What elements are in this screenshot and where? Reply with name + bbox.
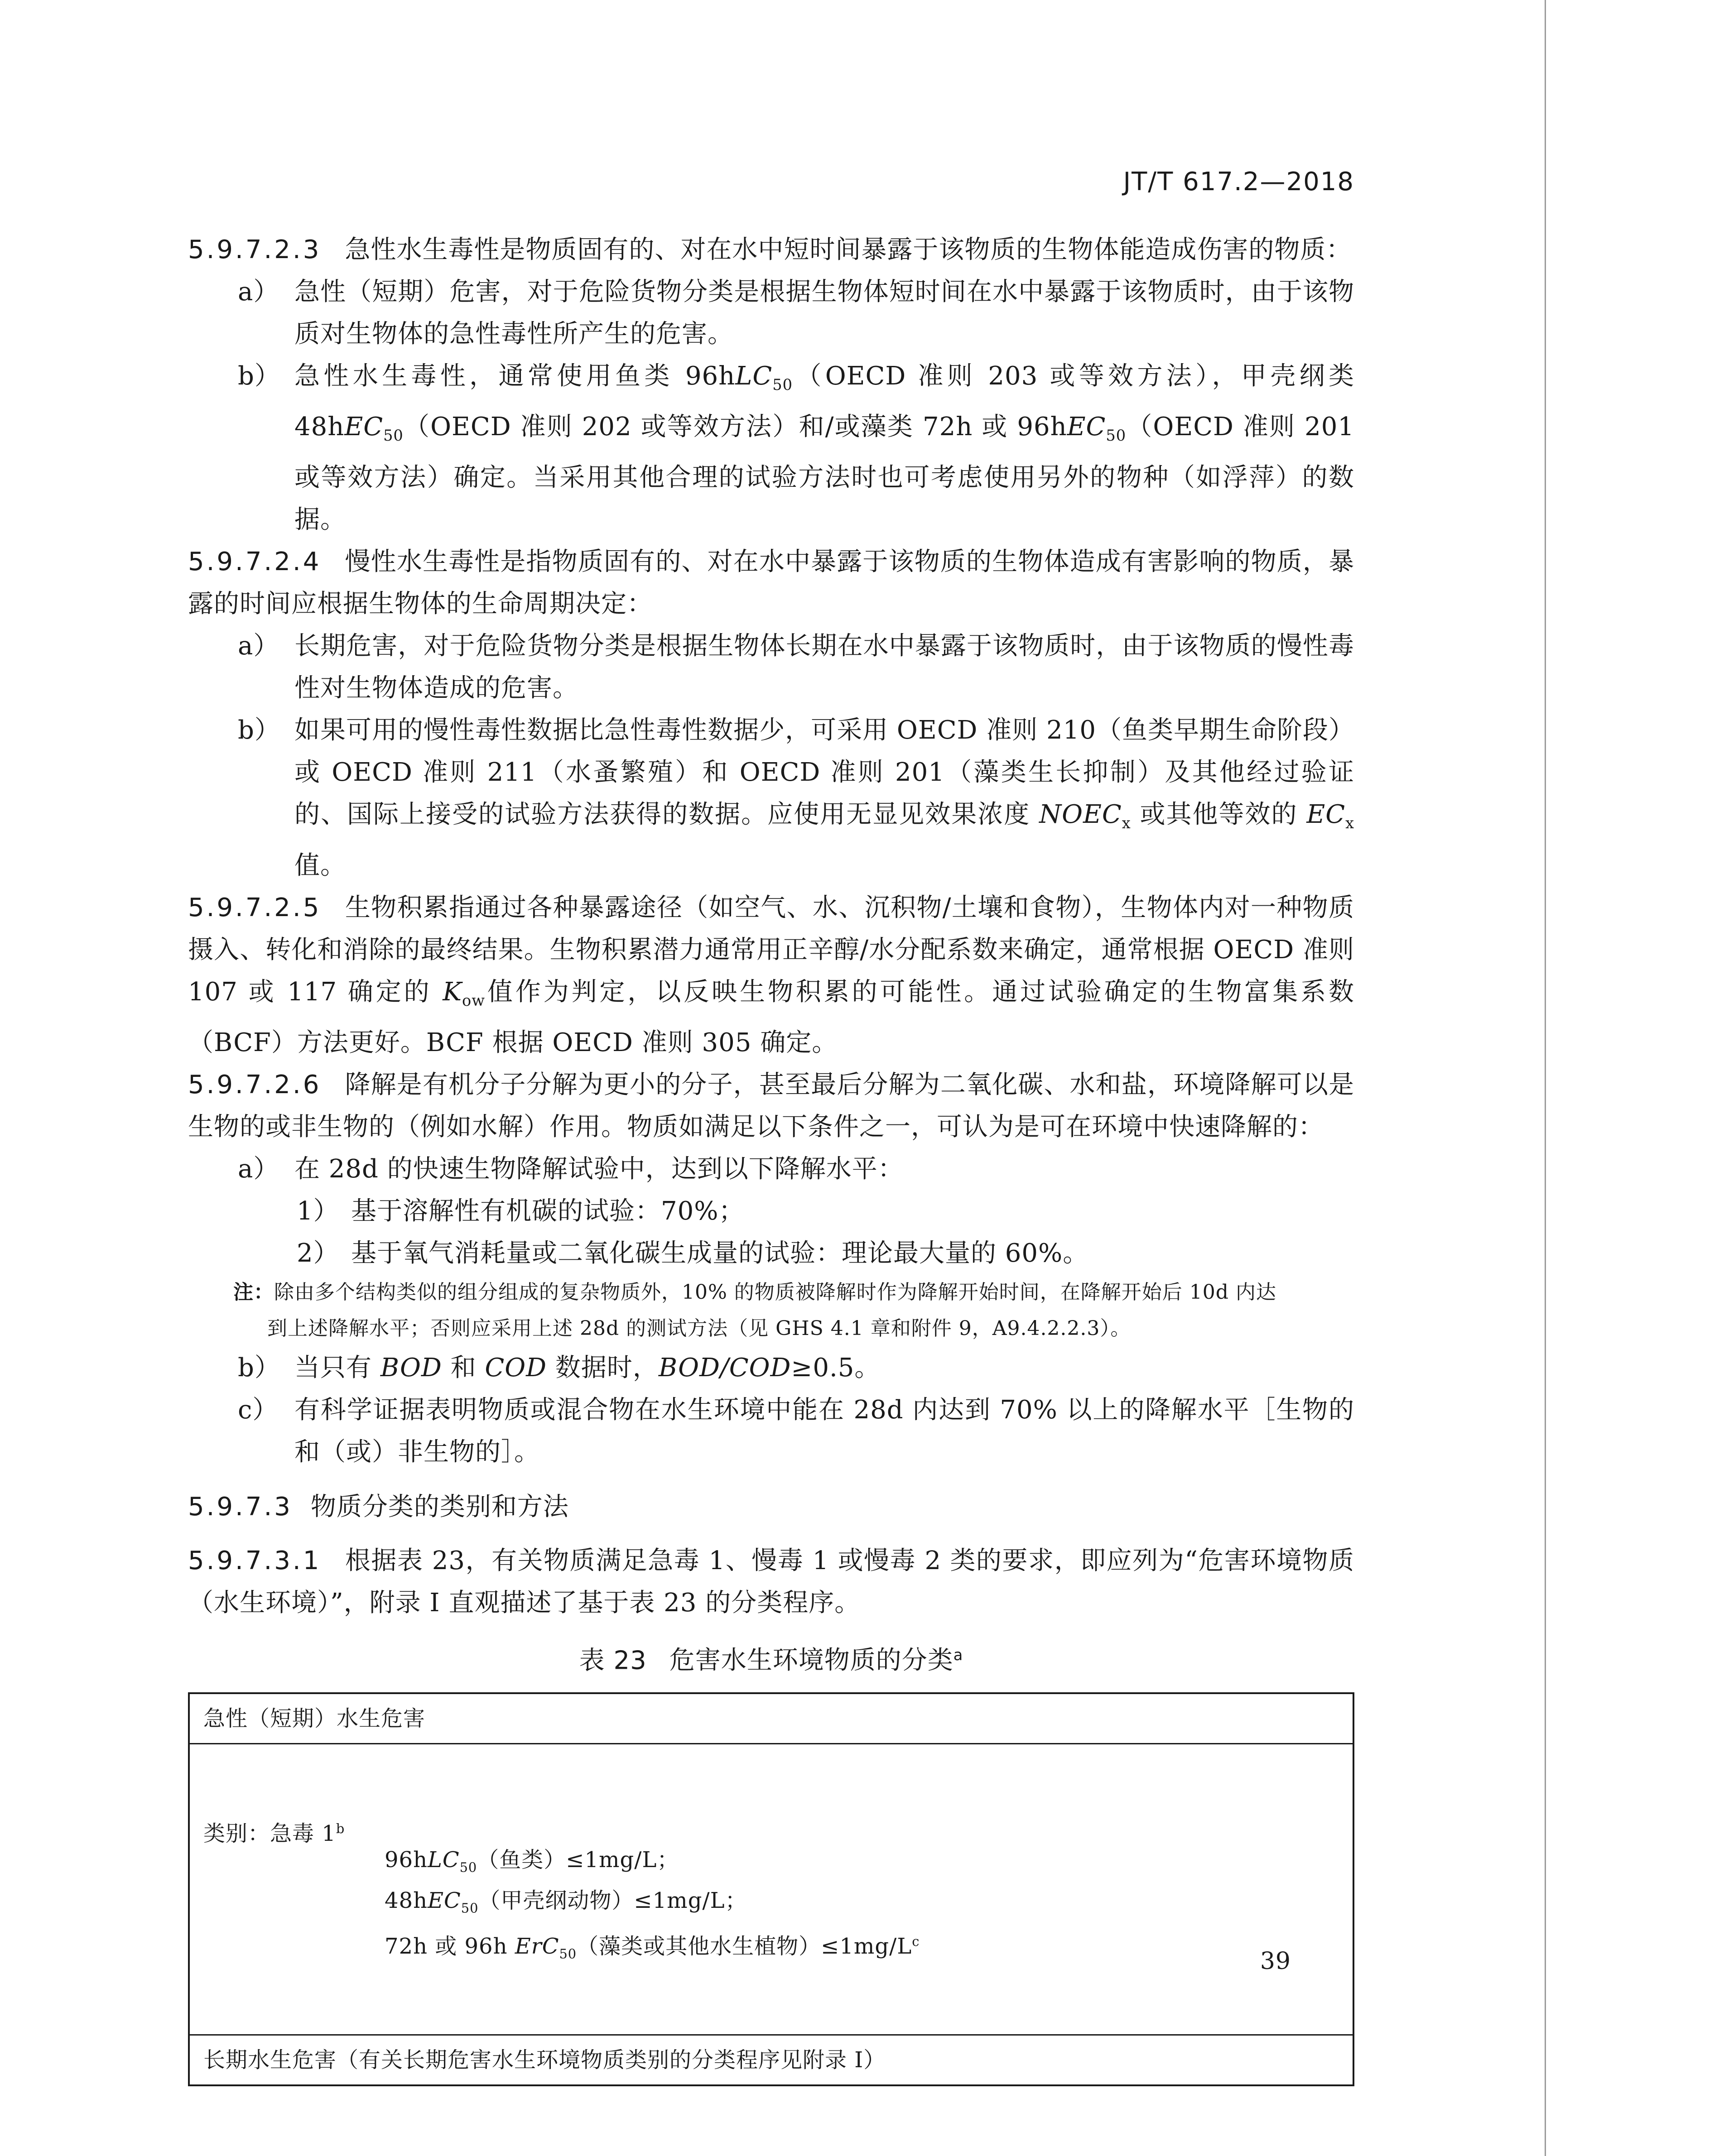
clause-number: 5.9.7.3.1 [188, 1546, 322, 1575]
section-heading-5-9-7-3 [188, 1486, 1354, 1528]
note-line-1 [233, 1274, 1354, 1311]
list-item-c [238, 1389, 1354, 1473]
text-run: （OECD 准则 203 或等效方法），甲壳纲类 48h [294, 361, 1355, 442]
subscript: x [1345, 814, 1354, 832]
clause-text: 降解是有机分子分解为更小的分子，甚至最后分解为二氧化碳、水和盐，环境降解可以是生物的或非生物的（例如水解）作用。物质如满足以下条件之一，可认为是可在环境中快速降解的： [188, 1070, 1354, 1142]
variable-lc: LC [735, 361, 773, 391]
note [233, 1274, 1354, 1347]
list-label: c） [238, 1395, 279, 1425]
list-item-a [238, 271, 1354, 355]
list-item-b [238, 1347, 1354, 1389]
list-text [294, 1347, 1354, 1389]
note-line-2: 到上述降解水平；否则应采用上述 28d 的测试方法（见 GHS 4.1 章和附件 9，A9.4.2.2.3）。 [267, 1316, 1131, 1340]
list-item-b [238, 709, 1354, 886]
sub-label: 2） [297, 1238, 339, 1268]
list-text [294, 355, 1354, 541]
classification-table [188, 1692, 1354, 2086]
text-run: 或其他等效的 [1131, 800, 1307, 830]
section-number: 5.9.7.3 [188, 1492, 293, 1522]
text-run: 值。 [294, 850, 346, 880]
clause-5-9-7-2-5 [188, 887, 1354, 1064]
table-number: 表 23 [579, 1646, 647, 1676]
document-body [188, 229, 1354, 2086]
variable-ec: EC [344, 412, 384, 442]
list-text: 有科学证据表明物质或混合物在水生环境中能在 28d 内达到 70% 以上的降解水平［生物的和（或）非生物的］。 [294, 1395, 1354, 1467]
note-label: 注： [233, 1280, 274, 1304]
text-run: 当只有 [294, 1353, 380, 1383]
subscript: ow [462, 991, 486, 1009]
table-title [188, 1634, 1354, 1682]
list-text: 急性（短期）危害，对于危险货物分类是根据生物体短时间在水中暴露于该物质时，由于该物质对生物体的急性毒性所产生的危害。 [294, 277, 1354, 349]
text-run: 如果可用的慢性毒性数据比急性毒性数据少，可采用 OECD 准则 210（鱼类早期生命阶段）或 OECD 准则 211（水蚤繁殖）和 OECD 准则 201（藻类生长抑制）及其他经过验证的、国际上接受的试验方法获得的数据。应使用无显见效果浓度 [294, 715, 1354, 830]
footnote-marker: b [336, 1821, 345, 1837]
list-label: b） [238, 1353, 280, 1383]
text-run: 值作为判定，以反映生物积累的可能性。通过试验确定的生物富集系数（BCF）方法更好。BCF 根据 OECD 准则 305 确定。 [188, 977, 1354, 1057]
subscript: 50 [1106, 427, 1127, 445]
text-run: （鱼类）≤1mg/L； [477, 1847, 679, 1873]
text-run: 急性水生毒性，通常使用鱼类 96h [294, 361, 736, 391]
subscript: 50 [559, 1946, 577, 1962]
note-text: 除由多个结构类似的组分组成的复杂物质外，10% 的物质被降解时作为降解开始时间，在降解开始后 10d 内达 [274, 1280, 1276, 1304]
category-text: 类别：急毒 1 [203, 1821, 336, 1847]
text-run: 生物积累指通过各种暴露途径（如空气、水、沉积物/土壤和食物），生物体内对一种物质摄入、转化和消除的最终结果。生物积累潜力通常用正辛醇/水分配系数来确定，通常根据 OECD 准则 107 或 117 确定的 [188, 893, 1354, 1007]
text-run: （OECD 准则 201 或等效方法）确定。当采用其他合理的试验方法时也可考虑使用另外的物种（如浮萍）的数据。 [294, 412, 1354, 535]
list-item-a [238, 625, 1354, 709]
clause-number: 5.9.7.2.5 [188, 893, 322, 922]
list-label: a） [238, 1154, 279, 1184]
clause-5-9-7-2-6 [188, 1064, 1354, 1148]
criterion-algae [385, 1928, 920, 1968]
standard-number-header: JT/T 617.2—2018 [1123, 167, 1354, 197]
variable-ec: EC [1306, 800, 1346, 830]
page-spine-line [1545, 0, 1546, 2156]
variable-ec: EC [1067, 412, 1106, 442]
subscript: 50 [461, 1901, 479, 1916]
clause-text: 慢性水生毒性是指物质固有的、对在水中暴露于该物质的生物体造成有害影响的物质，暴露的时间应根据生物体的生命周期决定： [188, 547, 1354, 619]
clause-number: 5.9.7.2.3 [188, 235, 322, 264]
text-run: 96h [385, 1847, 428, 1873]
footnote-marker: a [953, 1646, 963, 1664]
subscript: 50 [459, 1860, 477, 1875]
sub-text: 基于溶解性有机碳的试验：70%； [351, 1196, 745, 1226]
list-item-b [238, 355, 1354, 541]
section-title: 物质分类的类别和方法 [310, 1492, 569, 1522]
list-text [294, 709, 1354, 886]
sub-label: 1） [297, 1196, 339, 1226]
variable-erc: ErC [515, 1934, 559, 1959]
list-text: 在 28d 的快速生物降解试验中，达到以下降解水平： [294, 1154, 904, 1184]
text-run: （藻类或其他水生植物）≤1mg/L [577, 1934, 912, 1959]
text-run: 数据时， [547, 1353, 659, 1383]
table-row-acute-header: 急性（短期）水生危害 [190, 1694, 1353, 1744]
text-run: （甲壳纲动物）≤1mg/L； [478, 1888, 747, 1914]
list-text: 长期危害，对于危险货物分类是根据生物体长期在水中暴露于该物质时，由于该物质的慢性毒性对生物体造成的危害。 [294, 631, 1354, 703]
text-run: 72h 或 96h [385, 1934, 515, 1959]
sub-item-2 [297, 1232, 1354, 1274]
criterion-crustacea [385, 1887, 747, 1922]
table-caption: 危害水生环境物质的分类 [669, 1646, 953, 1676]
variable-k: K [443, 977, 462, 1007]
text-run: 48h [385, 1888, 428, 1914]
list-label: b） [238, 715, 280, 745]
clause-text: 急性水生毒性是物质固有的、对在水中短时间暴露于该物质的生物体能造成伤害的物质： [345, 235, 1352, 264]
page-number: 39 [1260, 1948, 1291, 1975]
sub-text: 基于氧气消耗量或二氧化碳生成量的试验：理论最大量的 60%。 [351, 1238, 1089, 1268]
clause-5-9-7-3-1 [188, 1540, 1354, 1624]
clause-5-9-7-2-3 [188, 229, 1354, 271]
footnote-marker: c [912, 1934, 920, 1950]
category-label [203, 1808, 345, 1855]
list-label: b） [238, 361, 280, 391]
text-run: （OECD 准则 202 或等效方法）和/或藻类 72h 或 96h [403, 412, 1067, 442]
clause-5-9-7-2-4 [188, 541, 1354, 625]
sub-item-1 [297, 1190, 1354, 1232]
variable-lc: LC [428, 1847, 460, 1873]
text-run: ≥0.5。 [791, 1353, 881, 1383]
list-label: a） [238, 277, 279, 307]
variable-bod-cod: BOD/COD [658, 1353, 791, 1383]
list-label: a） [238, 631, 279, 661]
table-row-acute-category [190, 1744, 1353, 2036]
subscript: 50 [772, 376, 793, 394]
variable-cod: COD [485, 1353, 547, 1383]
clause-number: 5.9.7.2.4 [188, 547, 322, 577]
subscript: 50 [383, 427, 404, 445]
criterion-fish [385, 1846, 679, 1881]
variable-noec: NOEC [1039, 800, 1122, 830]
variable-ec: EC [428, 1888, 461, 1914]
variable-bod: BOD [380, 1353, 442, 1383]
clause-number: 5.9.7.2.6 [188, 1070, 322, 1100]
list-item-a [238, 1148, 1354, 1190]
table-row-long-term: 长期水生危害（有关长期危害水生环境物质类别的分类程序见附录 I） [203, 2047, 886, 2073]
clause-text: 根据表 23，有关物质满足急毒 1、慢毒 1 或慢毒 2 类的要求，即应列为“危害环境物质（水生环境）”，附录 I 直观描述了基于表 23 的分类程序。 [188, 1546, 1354, 1618]
text-run: 和 [442, 1353, 485, 1383]
subscript: x [1122, 814, 1131, 832]
